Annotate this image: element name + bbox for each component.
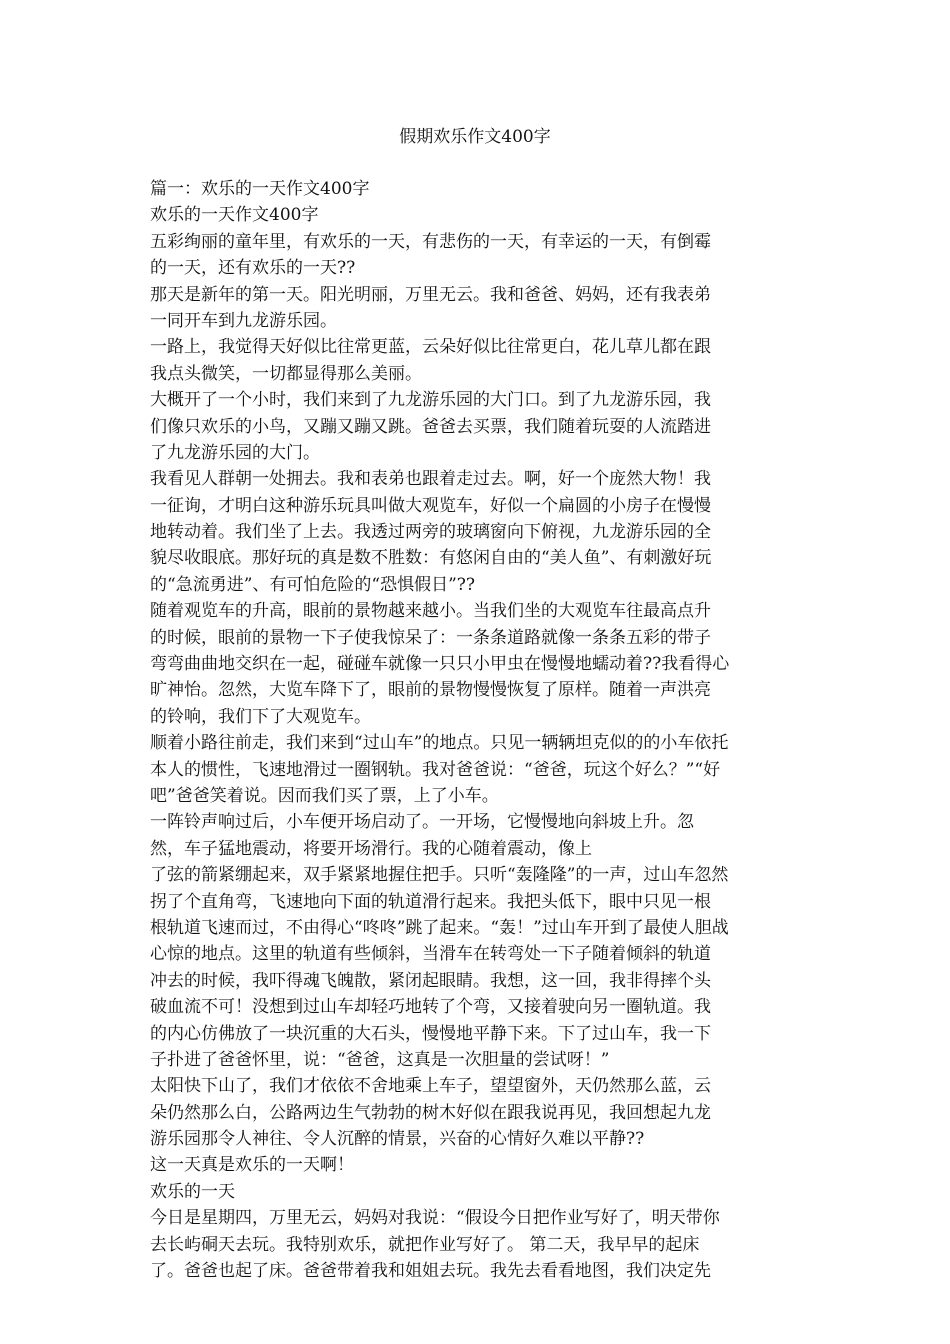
text-line: 大概开了一个小时，我们来到了九龙游乐园的大门口。到了九龙游乐园，我 — [150, 390, 711, 411]
text-line: 那天是新年的第一天。阳光明丽，万里无云。我和爸爸、妈妈，还有我表弟 — [150, 284, 711, 305]
document-body — [150, 176, 810, 1284]
text-line: 们像只欢乐的小鸟，又蹦又蹦又跳。爸爸去买票，我们随着玩耍的人流踏进 — [150, 416, 711, 437]
text-line: 旷神怡。忽然，大览车降下了，眼前的景物慢慢恢复了原样。随着一声洪亮 — [150, 680, 711, 701]
text-line: 破血流不可！没想到过山车却轻巧地转了个弯，又接着驶向另一圈轨道。我 — [150, 997, 711, 1018]
text-line: 子扑进了爸爸怀里，说：“爸爸，这真是一次胆量的尝试呀！” — [150, 1049, 610, 1070]
text-line: 顺着小路往前走，我们来到“过山车”的地点。只见一辆辆坦克似的的小车依托 — [150, 733, 729, 754]
text-line: 的一天，还有欢乐的一天?? — [150, 258, 356, 279]
text-line: 地转动着。我们坐了上去。我透过两旁的玻璃窗向下俯视，九龙游乐园的全 — [150, 522, 711, 543]
text-line: 游乐园那令人神往、令人沉醉的情景，兴奋的心情好久难以平静?? — [150, 1129, 645, 1150]
text-line: 了九龙游乐园的大门。 — [150, 442, 320, 463]
text-line: 欢乐的一天作文400字 — [150, 205, 319, 226]
text-line: 五彩绚丽的童年里，有欢乐的一天，有悲伤的一天，有幸运的一天，有倒霉 — [150, 231, 711, 252]
text-line: 随着观览车的升高，眼前的景物越来越小。当我们坐的大观览车往最高点升 — [150, 601, 711, 622]
text-line: 了。爸爸也起了床。爸爸带着我和姐姐去玩。我先去看看地图，我们决定先 — [150, 1261, 711, 1282]
text-line: 的“急流勇进”、有可怕危险的“恐惧假日”?? — [150, 574, 475, 595]
text-line: 冲去的时候，我吓得魂飞魄散，紧闭起眼睛。我想，这一回，我非得摔个头 — [150, 970, 711, 991]
document-title: 假期欢乐作文400字 — [399, 127, 551, 147]
text-line: 的内心仿佛放了一块沉重的大石头，慢慢地平静下来。下了过山车，我一下 — [150, 1023, 711, 1044]
text-line: 一同开车到九龙游乐园。 — [150, 310, 337, 331]
text-line: 的时候，眼前的景物一下子使我惊呆了：一条条道路就像一条条五彩的带子 — [150, 627, 711, 648]
text-line: 我点头微笑，一切都显得那么美丽。 — [150, 363, 422, 384]
text-line: 去长屿硐天去玩。我特别欢乐，就把作业写好了。 第二天，我早早的起床 — [150, 1234, 700, 1255]
text-line: 这一天真是欢乐的一天啊！ — [150, 1155, 354, 1176]
text-line: 了弦的箭紧绷起来，双手紧紧地握住把手。只听“轰隆隆”的一声，过山车忽然 — [150, 865, 729, 886]
text-line: 的铃响，我们下了大观览车。 — [150, 706, 371, 727]
text-line: 一路上，我觉得天好似比往常更蓝，云朵好似比往常更白，花儿草儿都在跟 — [150, 337, 711, 358]
text-line: 一阵铃声响过后，小车便开场启动了。一开场，它慢慢地向斜坡上升。忽 — [150, 812, 694, 833]
text-line: 吧”爸爸笑着说。因而我们买了票，上了小车。 — [150, 785, 499, 806]
text-line: 本人的惯性，飞速地滑过一圈钢轨。我对爸爸说：“爸爸，玩这个好么？”“好 — [150, 759, 721, 780]
text-line: 一征询，才明白这种游乐玩具叫做大观览车，好似一个扁圆的小房子在慢慢 — [150, 495, 711, 516]
text-line: 篇一：欢乐的一天作文400字 — [150, 179, 370, 199]
text-line: 我看见人群朝一处拥去。我和表弟也跟着走过去。啊，好一个庞然大物！我 — [150, 469, 711, 490]
text-line: 然，车子猛地震动，将要开场滑行。我的心随着震动，像上 — [150, 838, 592, 859]
text-line: 欢乐的一天 — [150, 1181, 235, 1202]
text-line: 弯弯曲曲地交织在一起，碰碰车就像一只只小甲虫在慢慢地蠕动着??我看得心 — [150, 654, 730, 675]
text-line: 朵仍然那么白，公路两边生气勃勃的树木好似在跟我说再见，我回想起九龙 — [150, 1102, 711, 1123]
text-line: 拐了个直角弯，飞速地向下面的轨道滑行起来。我把头低下，眼中只见一根 — [150, 891, 711, 912]
text-line: 心惊的地点。这里的轨道有些倾斜，当滑车在转弯处一下子随着倾斜的轨道 — [150, 944, 711, 965]
text-line: 今日是星期四，万里无云，妈妈对我说：“假设今日把作业写好了，明天带你 — [150, 1208, 720, 1229]
text-line: 根轨道飞速而过，不由得心“咚咚”跳了起来。“轰！”过山车开到了最使人胆战 — [150, 917, 729, 938]
text-line: 太阳快下山了，我们才依依不舍地乘上车子，望望窗外，天仍然那么蓝，云 — [150, 1076, 711, 1097]
text-line: 貌尽收眼底。那好玩的真是数不胜数：有悠闲自由的“美人鱼”、有刺激好玩 — [150, 548, 712, 569]
